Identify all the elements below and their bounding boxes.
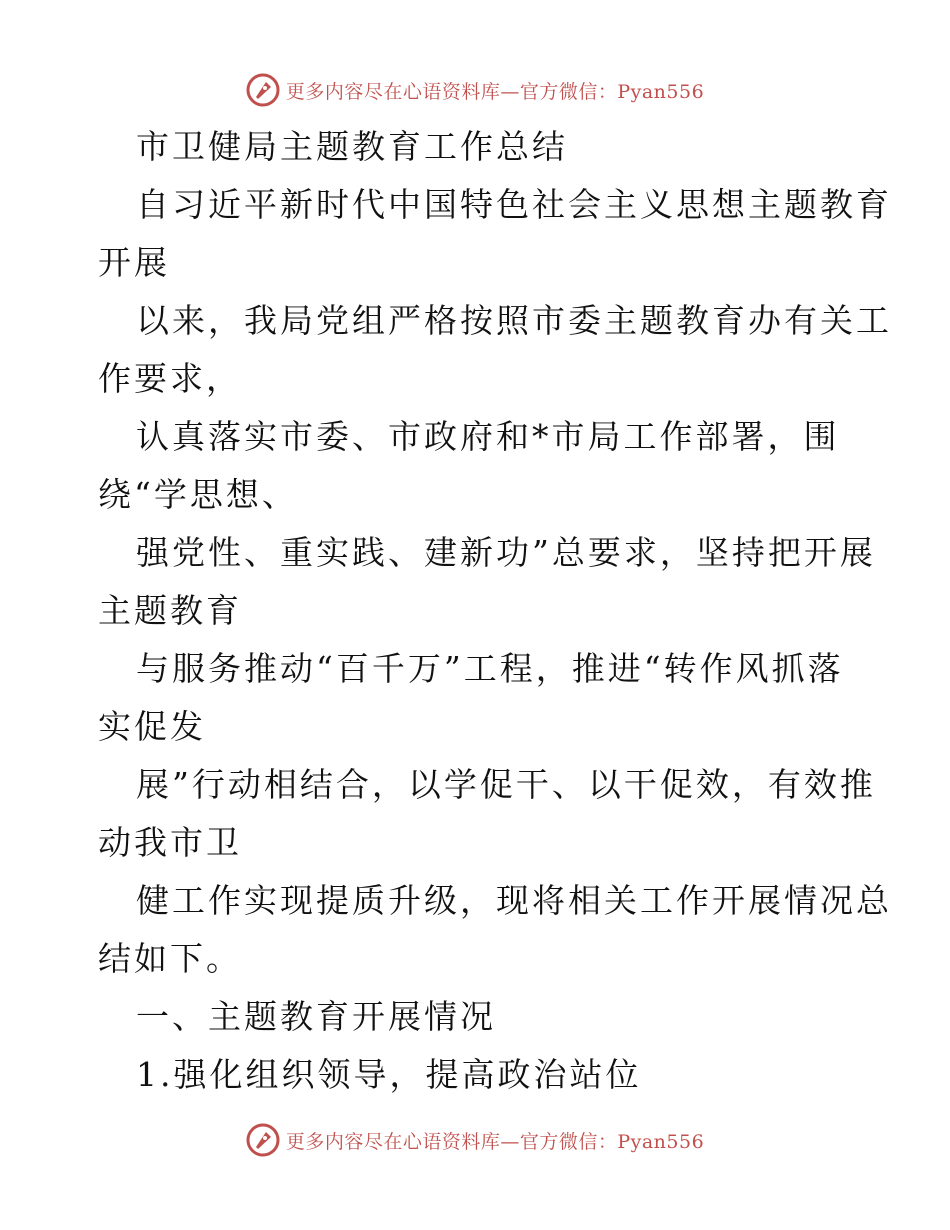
watermark-banner-bottom [0,1120,950,1160]
document-line: 一、主题教育开展情况 [136,997,496,1036]
document-line: 展”行动相结合，以学促干、以干促效，有效推 [136,765,876,804]
document-line: 实促发 [98,707,206,746]
document-line: 1.强化组织领导，提高政治站位 [136,1055,642,1094]
document-line: 与服务推动“百千万”工程，推进“转作风抓落 [136,649,844,688]
document-line: 作要求， [98,359,242,398]
document-line: 开展 [98,243,170,282]
document-line: 健工作实现提质升级，现将相关工作开展情况总 [136,881,892,920]
document-line: 以来，我局党组严格按照市委主题教育办有关工 [136,301,892,340]
document-line: 结如下。 [98,939,242,978]
document-body [98,118,892,1104]
fountain-pen-nib-icon [246,73,280,107]
document-line: 绕“学思想、 [98,475,298,514]
document-line: 动我市卫 [98,823,242,862]
fountain-pen-nib-icon [246,1123,280,1157]
document-line: 市卫健局主题教育工作总结 [136,127,568,166]
document-line: 主题教育 [98,591,242,630]
watermark-text: 更多内容尽在心语资料库—官方微信：Pyan556 [285,80,705,103]
document-line: 强党性、重实践、建新功”总要求，坚持把开展 [136,533,876,572]
watermark-banner-top [0,70,950,110]
document-line: 自习近平新时代中国特色社会主义思想主题教育 [136,185,892,224]
document-line: 认真落实市委、市政府和*市局工作部署，围 [136,417,840,456]
watermark-text: 更多内容尽在心语资料库—官方微信：Pyan556 [285,1130,705,1153]
